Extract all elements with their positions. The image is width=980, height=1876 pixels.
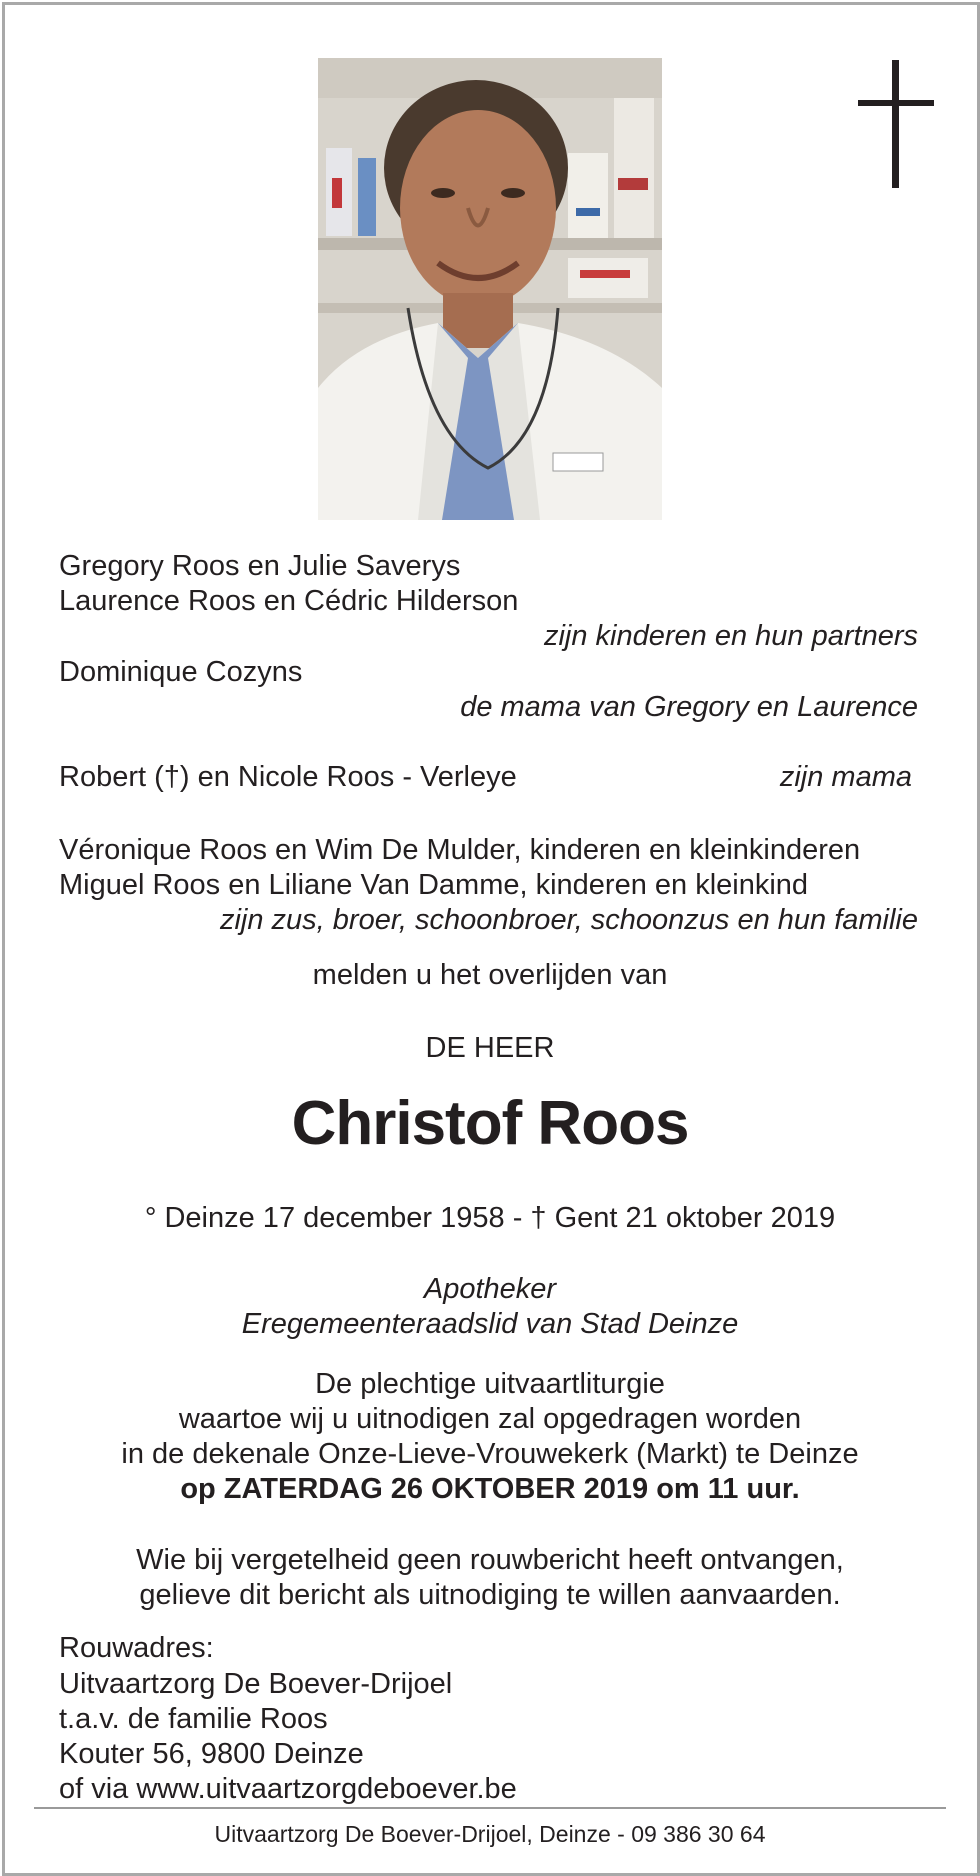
life-dates: ° Deinze 17 december 1958 - † Gent 21 oktober 2019	[144, 1202, 836, 1234]
address-line-1: Uitvaartzorg De Boever-Drijoel	[59, 1668, 453, 1700]
address-label: Rouwadres:	[59, 1632, 214, 1664]
ex-partner-role: de mama van Gregory en Laurence	[460, 691, 918, 723]
ex-partner: Dominique Cozyns	[59, 656, 303, 688]
siblings-line-1: Véronique Roos en Wim De Mulder, kinderen en kleinkinderen	[59, 834, 861, 866]
children-line-1: Gregory Roos en Julie Saverys	[59, 550, 461, 582]
notice-line-1: Wie bij vergetelheid geen rouwbericht heeft ontvangen,	[136, 1544, 844, 1576]
announcement-intro: melden u het overlijden van	[312, 959, 668, 991]
siblings-line-2: Miguel Roos en Liliane Van Damme, kinderen en kleinkind	[59, 869, 809, 901]
portrait-photo	[318, 58, 662, 520]
occupation: Apotheker	[423, 1273, 557, 1305]
children-line-2: Laurence Roos en Cédric Hilderson	[59, 585, 519, 617]
notice-line-2: gelieve dit bericht als uitnodiging te willen aanvaarden.	[139, 1579, 841, 1611]
address-line-2: t.a.v. de familie Roos	[59, 1703, 328, 1735]
footer-text: Uitvaartzorg De Boever-Drijoel, Deinze - 09 386 30 64	[214, 1821, 766, 1847]
siblings-role: zijn zus, broer, schoonbroer, schoonzus en hun familie	[219, 904, 918, 936]
ceremony-line-1: De plechtige uitvaartliturgie	[315, 1368, 665, 1400]
ceremony-line-3: in de dekenale Onze-Lieve-Vrouwekerk (Markt) te Deinze	[121, 1438, 859, 1470]
honorary-title: Eregemeenteraadslid van Stad Deinze	[241, 1308, 739, 1340]
parents-line: Robert (†) en Nicole Roos - Verleye	[59, 761, 517, 793]
ceremony-date: op ZATERDAG 26 OKTOBER 2019 om 11 uur.	[180, 1473, 800, 1505]
address-website: of via www.uitvaartzorgdeboever.be	[59, 1773, 517, 1805]
children-role: zijn kinderen en hun partners	[543, 620, 918, 652]
deceased-name: Christof Roos	[291, 1089, 689, 1158]
announcement-title: DE HEER	[425, 1032, 555, 1064]
footer-divider	[34, 1807, 946, 1809]
cross-icon	[858, 60, 934, 188]
ceremony-line-2: waartoe wij u uitnodigen zal opgedragen worden	[178, 1403, 802, 1435]
address-line-3: Kouter 56, 9800 Deinze	[59, 1738, 364, 1770]
parents-role: zijn mama	[779, 761, 912, 793]
